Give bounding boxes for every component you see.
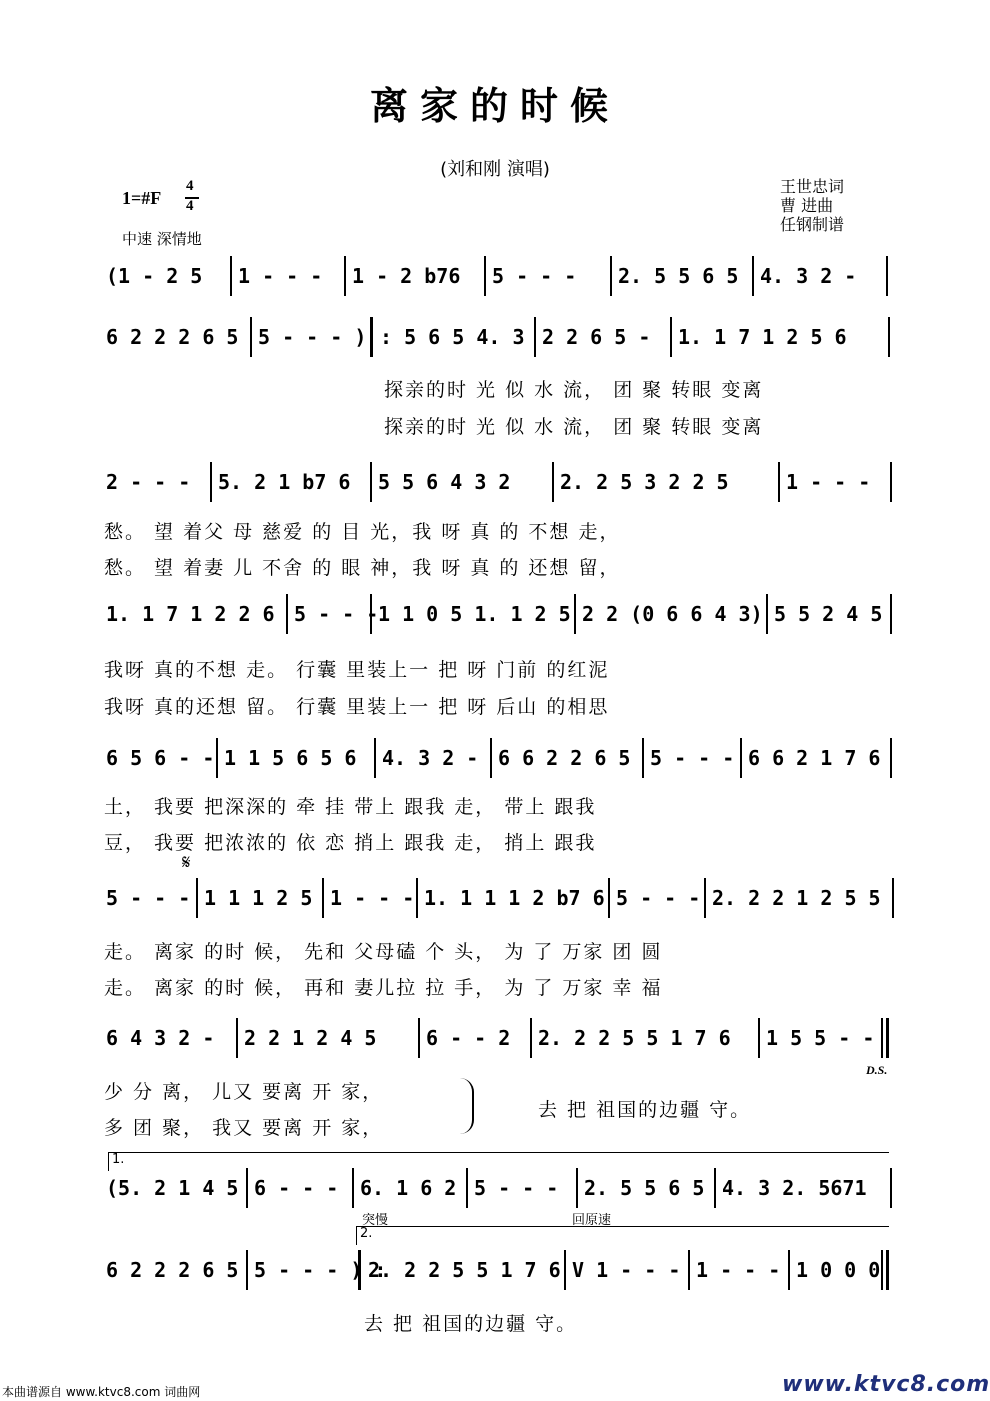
measure: 2. 2 2 1 2 5 5: [712, 886, 881, 910]
tempo-slow-marking: 突慢: [362, 1213, 389, 1228]
final-barline-thin: [881, 1250, 883, 1290]
barline: [888, 317, 890, 357]
performer: (刘和刚 演唱): [440, 159, 550, 180]
lyric-line-2-verse-2: 愁。 望 着妻 儿 不舍 的 眼 神，我 呀 真 的 还想 留，: [104, 557, 621, 579]
measure: 1. 1 7 1 2 5 6: [678, 325, 847, 349]
tempo-resume-marking: 回原速: [572, 1213, 612, 1228]
measure: 6. 1 6 2: [360, 1176, 457, 1200]
lyric-line-1-verse-1: 探亲的时 光 似 水 流， 团 聚 转眼 变离: [384, 379, 764, 401]
volta-1-label: 1.: [112, 1152, 125, 1167]
final-barline: [886, 1018, 889, 1058]
repeat-start-barline: [370, 317, 373, 357]
measure: 2. 2 2 5 5 1 7 6: [368, 1258, 561, 1282]
measure: 2 2 (0 6 6 4 3): [582, 602, 763, 626]
segno-sign: 𝄋: [182, 850, 191, 874]
measure: 5 - - -: [616, 886, 701, 910]
measure: 1 - - -: [330, 886, 415, 910]
lyric-line-3-verse-2: 我呀 真的还想 留。 行囊 里装上一 把 呀 后山 的相思: [104, 696, 610, 718]
measure: 1. 1 1 1 2 b7 6: [424, 886, 605, 910]
credit-lyricist: 王世忠词: [780, 177, 845, 196]
key-signature: 1=#F: [122, 188, 162, 208]
measure: 6 2 2 2 6 5: [106, 325, 239, 349]
music-system-2: [100, 315, 900, 359]
measure: 5 - - -: [650, 746, 735, 770]
lyric-line-1-verse-2: 探亲的时 光 似 水 流， 团 聚 转眼 变离: [384, 416, 764, 438]
measure: 1 0 0 0: [796, 1258, 881, 1282]
volta-2-bracket: [356, 1226, 889, 1245]
lyric-line-4-verse-1: 土， 我要 把深深的 牵 挂 带上 跟我 走， 带上 跟我: [104, 796, 597, 818]
music-system-1: [100, 254, 900, 298]
measure: 5 - - -: [492, 264, 577, 288]
measure: (5. 2 1 4 5: [106, 1176, 239, 1200]
measure: 6 5 6 - -: [106, 746, 215, 770]
lyric-line-5-verse-2: 走。 离家 的时 候， 再和 妻儿拉 拉 手， 为 了 万家 幸 福: [104, 977, 663, 999]
lyric-brace: [458, 1078, 474, 1134]
measure: 6 6 2 2 6 5: [498, 746, 631, 770]
music-system-9: [100, 1248, 900, 1292]
measure: 1 - - -: [786, 470, 871, 494]
music-system-6: [100, 876, 900, 920]
measure: 6 2 2 2 6 5: [106, 1258, 239, 1282]
site-watermark-logo: www.ktvc8.com: [782, 1372, 990, 1397]
measure: 2. 5 5 6 5: [584, 1176, 705, 1200]
measure: : 5 6 5 4. 3: [380, 325, 525, 349]
volta-2-label: 2.: [360, 1226, 373, 1241]
tempo-marking: 中速 深情地: [122, 230, 202, 248]
measure: 5 - - -: [106, 886, 191, 910]
measure: V 1 - - -: [572, 1258, 681, 1282]
song-title: 离家的时候: [369, 83, 620, 128]
barline: [886, 256, 888, 296]
measure: 5 5 6 4 3 2: [378, 470, 511, 494]
barline: [890, 738, 892, 778]
measure: 1 1 5 6 5 6: [224, 746, 357, 770]
measure: 2. 2 5 3 2 2 5: [560, 470, 729, 494]
barline: [890, 594, 892, 634]
music-system-5: [100, 736, 900, 780]
measure: 1. 1 7 1 2 2 6: [106, 602, 275, 626]
lyric-line-5-verse-1: 走。 离家 的时 候， 先和 父母磕 个 头， 为 了 万家 团 圆: [104, 941, 663, 963]
measure: 4. 3 2 -: [760, 264, 857, 288]
lyric-line-3-verse-1: 我呀 真的不想 走。 行囊 里装上一 把 呀 门前 的红泥: [104, 659, 610, 681]
time-signature-top: 4: [186, 178, 194, 194]
measure: 6 - - -: [254, 1176, 339, 1200]
final-barline-thin: [881, 1018, 883, 1058]
measure: 1 1 0 5 1. 1 2 5: [378, 602, 571, 626]
music-system-7: [100, 1016, 900, 1060]
measure: 5 - - -: [474, 1176, 559, 1200]
lyric-line-6-verse-1: 少 分 离， 儿又 要离 开 家，: [104, 1081, 384, 1103]
lyric-line-6-shared: 去 把 祖国的边疆 守。: [538, 1099, 752, 1121]
final-barline: [886, 1250, 889, 1290]
measure: 1 1 1 2 5: [204, 886, 313, 910]
measure: 6 4 3 2 -: [106, 1026, 215, 1050]
measure: 2 2 6 5 -: [542, 325, 651, 349]
lyric-line-7: 去 把 祖国的边疆 守。: [364, 1313, 578, 1335]
credit-engraver: 任钢制谱: [780, 215, 845, 234]
measure: (1 - 2 5: [106, 264, 203, 288]
measure: 6 6 2 1 7 6: [748, 746, 881, 770]
music-system-3: [100, 460, 900, 504]
dal-segno: D.S.: [866, 1063, 888, 1077]
measure: 4. 3 2. 5671: [722, 1176, 867, 1200]
repeat-end-barline: [358, 1250, 361, 1290]
lyric-line-2-verse-1: 愁。 望 着父 母 慈爱 的 目 光，我 呀 真 的 不想 走，: [104, 521, 621, 543]
measure: 1 - 2 b76: [352, 264, 461, 288]
music-system-8: [100, 1166, 900, 1210]
credit-composer: 曹 进曲: [780, 196, 834, 215]
measure: 1 - - -: [238, 264, 323, 288]
barline: [890, 1168, 892, 1208]
barline: [892, 878, 894, 918]
lyric-line-6-verse-2: 多 团 聚， 我又 要离 开 家，: [104, 1117, 384, 1139]
measure: 5. 2 1 b7 6: [218, 470, 351, 494]
time-signature-bottom: 4: [186, 198, 194, 214]
measure: 2 2 1 2 4 5: [244, 1026, 377, 1050]
measure: 2 - - -: [106, 470, 191, 494]
measure: 1 5 5 - -: [766, 1026, 875, 1050]
footer-source: 本曲谱源自 www.ktvc8.com 词曲网: [2, 1385, 201, 1399]
measure: 5 - - - ): [258, 325, 367, 349]
measure: 2. 2 2 5 5 1 7 6: [538, 1026, 731, 1050]
measure: 5 - - - ) :: [254, 1258, 387, 1282]
measure: 5 - - -: [294, 602, 379, 626]
measure: 6 - - 2: [426, 1026, 511, 1050]
measure: 1 - - -: [696, 1258, 781, 1282]
barline: [890, 462, 892, 502]
music-system-4: [100, 592, 900, 636]
measure: 2. 5 5 6 5: [618, 264, 739, 288]
measure: 5 5 2 4 5: [774, 602, 883, 626]
lyric-line-4-verse-2: 豆， 我要 把浓浓的 依 恋 捎上 跟我 走， 捎上 跟我: [104, 832, 597, 854]
measure: 4. 3 2 -: [382, 746, 479, 770]
